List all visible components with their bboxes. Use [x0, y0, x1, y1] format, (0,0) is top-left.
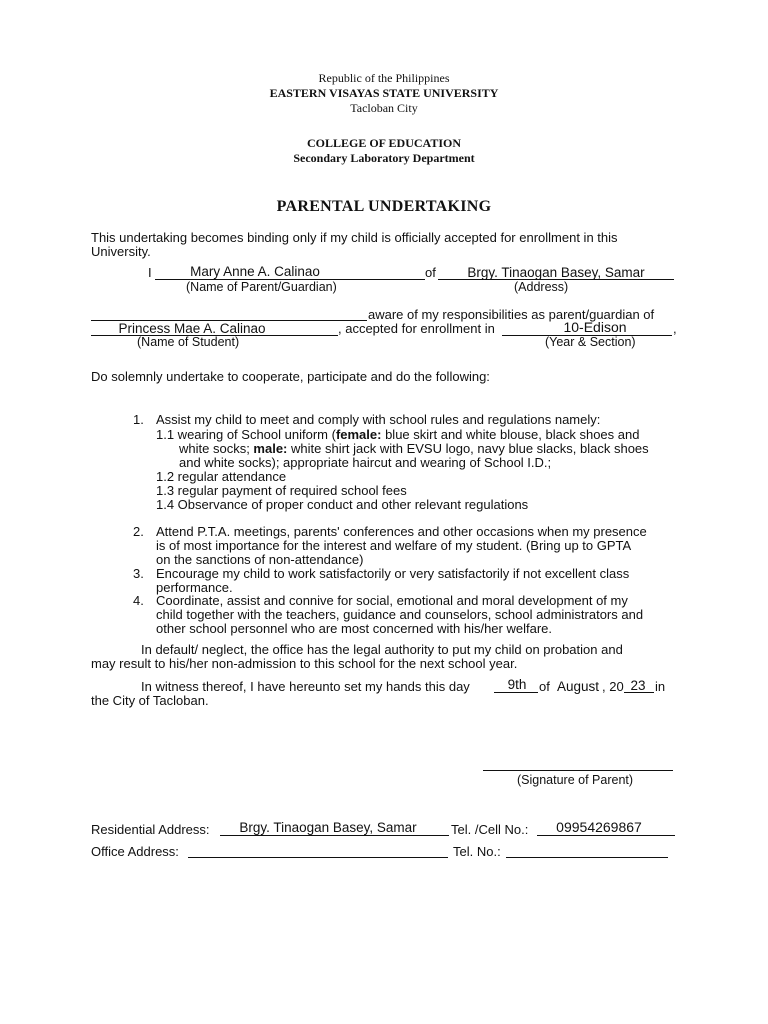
office-tel-label: Tel. No.:	[453, 844, 501, 859]
student-name-value: Princess Mae A. Calinao	[118, 321, 266, 336]
item-2-line-3: on the sanctions of non-attendance)	[156, 552, 364, 567]
subitem-1-2: 1.2 regular attendance	[156, 469, 287, 484]
aware-text: aware of my responsibilities as parent/guardian of	[368, 307, 655, 322]
day-line	[494, 692, 538, 693]
subitem-1-4: 1.4 Observance of proper conduct and other relevant regulations	[156, 497, 529, 512]
default-line-2: may result to his/her non-admission to this school for the next school year.	[91, 656, 518, 671]
address-label: (Address)	[514, 280, 569, 294]
intro-line-2: University.	[91, 244, 151, 259]
subitem-1-3: 1.3 regular payment of required school fees	[156, 483, 407, 498]
item-2-number: 2.	[133, 524, 144, 539]
residential-tel-value: 09954269867	[556, 819, 642, 835]
item-3-line-2: performance.	[156, 580, 233, 595]
item-4-line-1: Coordinate, assist and connive for social, emotional and moral development of my	[156, 593, 628, 608]
residential-address-value: Brgy. Tinaogan Basey, Samar	[239, 820, 417, 835]
year-prefix: , 20	[602, 679, 624, 694]
item-4-number: 4.	[133, 593, 144, 608]
comma: ,	[673, 321, 677, 336]
republic-text: Republic of the Philippines	[318, 71, 450, 85]
witness-in-word: in	[655, 679, 666, 694]
signature-line	[483, 770, 673, 771]
witness-line-2: the City of Tacloban.	[91, 693, 209, 708]
month-value: August	[556, 679, 600, 694]
day-value: 9th	[507, 677, 527, 692]
college-name: COLLEGE OF EDUCATION	[306, 136, 462, 150]
item-1-number: 1.	[133, 412, 144, 427]
of-word: of	[425, 265, 436, 280]
office-address-line	[188, 857, 448, 858]
parent-name-value: Mary Anne A. Calinao	[190, 264, 320, 279]
solemn-text: Do solemnly undertake to cooperate, participate and do the following:	[91, 369, 490, 384]
item-1-text: Assist my child to meet and comply with school rules and regulations namely:	[156, 412, 601, 427]
residential-address-line	[220, 835, 449, 836]
parent-prefix: I	[148, 265, 152, 280]
witness-of-word: of	[539, 679, 550, 694]
residential-tel-label: Tel. /Cell No.:	[451, 822, 529, 837]
residential-tel-line	[537, 835, 675, 836]
student-name-label: (Name of Student)	[137, 335, 240, 349]
item-2-line-1: Attend P.T.A. meetings, parents' conferences and other occasions when my presence	[156, 524, 647, 539]
intro-line-1: This undertaking becomes binding only if my child is officially accepted for enrollment in this	[91, 230, 618, 245]
witness-text: In witness thereof, I have hereunto set my hands this day	[141, 679, 470, 694]
department-name: Secondary Laboratory Department	[293, 151, 475, 165]
accepted-text: , accepted for enrollment in	[338, 321, 495, 336]
item-2-line-2: is of most importance for the interest and welfare of my student. (Bring up to GPTA	[156, 538, 632, 553]
item-3-number: 3.	[133, 566, 144, 581]
subitem-1-1-line-3: and white socks); appropriate haircut and wearing of School I.D.;	[179, 455, 552, 470]
office-tel-line	[506, 857, 668, 858]
university-name: EASTERN VISAYAS STATE UNIVERSITY	[269, 86, 499, 100]
year-section-label: (Year & Section)	[545, 335, 636, 349]
residential-address-label: Residential Address:	[91, 822, 210, 837]
item-4-line-3: other school personnel who are most concerned with his/her welfare.	[156, 621, 552, 636]
subitem-1-1-line-1: 1.1 wearing of School uniform (female: blue skirt and white blouse, black shoes and	[156, 427, 640, 442]
office-address-label: Office Address:	[91, 844, 179, 859]
year-value: 23	[630, 678, 646, 693]
default-line-1: In default/ neglect, the office has the legal authority to put my child on probation and	[141, 642, 623, 657]
signature-label: (Signature of Parent)	[517, 773, 634, 787]
item-3-line-1: Encourage my child to work satisfactorily or very satisfactorily if not excellent class	[156, 566, 630, 581]
city-text: Tacloban City	[350, 101, 418, 115]
address-value: Brgy. Tinaogan Basey, Samar	[467, 265, 645, 280]
item-4-line-2: child together with the teachers, guidance and counselors, school administrators and	[156, 607, 644, 622]
parent-name-label: (Name of Parent/Guardian)	[186, 280, 337, 294]
year-section-value: 10-Edison	[563, 319, 627, 335]
page-title: PARENTAL UNDERTAKING	[276, 198, 492, 215]
subitem-1-1-line-2: white socks; male: white shirt jack with EVSU logo, navy blue slacks, black shoes	[179, 441, 649, 456]
